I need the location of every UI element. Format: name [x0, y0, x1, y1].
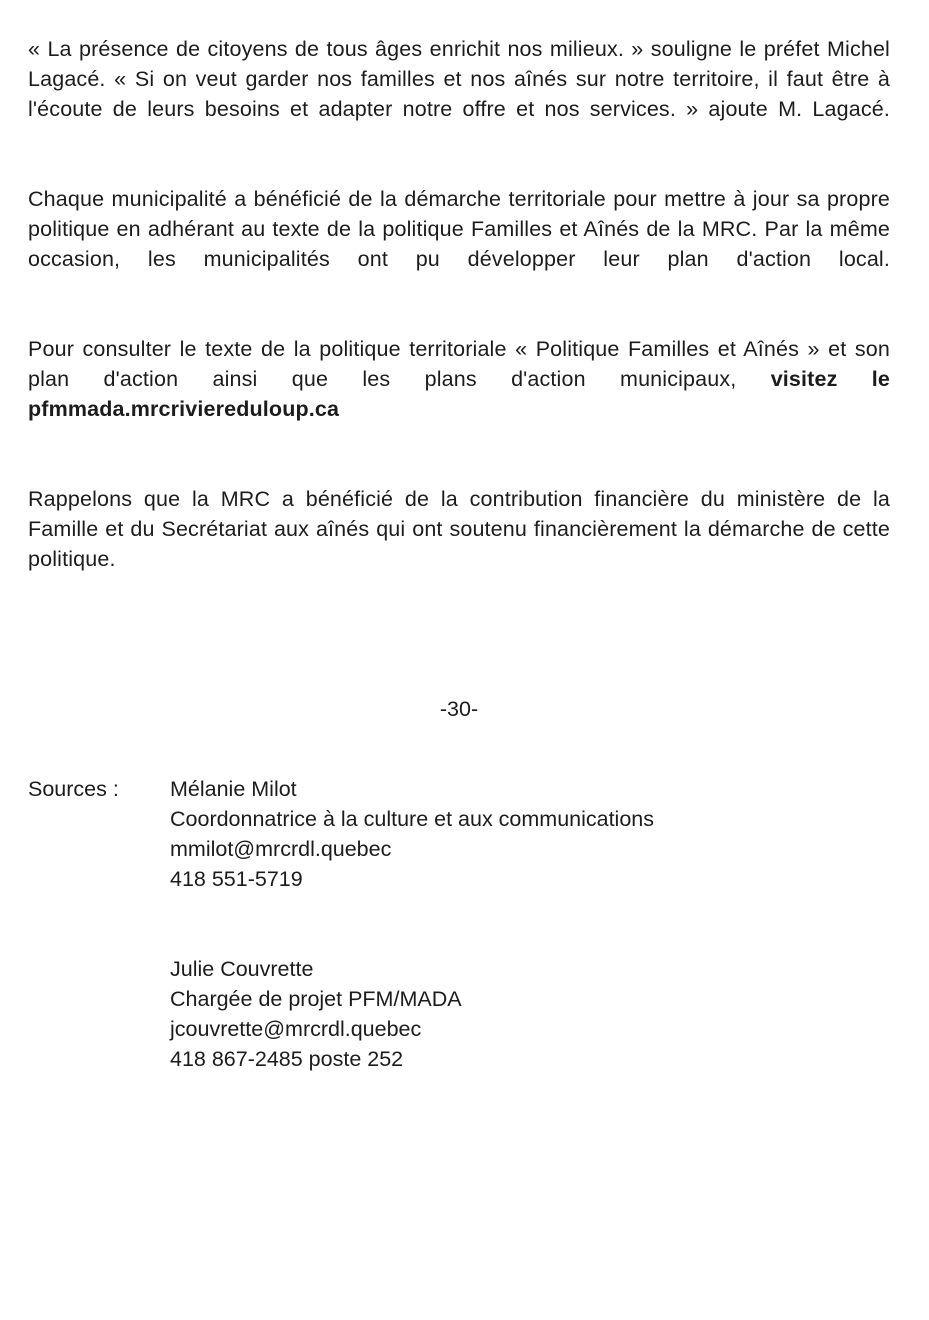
contact-item [170, 954, 890, 1074]
contact-name: Julie Couvrette [170, 957, 314, 981]
contact-phone[interactable]: 418 551-5719 [170, 867, 303, 891]
contacts-list [170, 774, 890, 1074]
paragraph-municipalites-demarche: Chaque municipalité a bénéficié de la démarche territoriale pour mettre à jour sa propre politique en adhérant au texte de la politique Familles et Aînés de la MRC. Par la même occasion, les municipalités ont pu développer leur plan d'action local. [28, 187, 890, 271]
sources-label: Sources : [28, 777, 119, 801]
contact-email[interactable]: jcouvrette@mrcrdl.quebec [170, 1017, 422, 1041]
contact-title: Coordonnatrice à la culture et aux communications [170, 807, 655, 831]
contact-title: Chargée de projet PFM/MADA [170, 987, 462, 1011]
paragraph-consulter-lead: Pour consulter le texte de la politique territoriale « Politique Familles et Aînés » et son plan d'action ainsi que les plans d'action municipaux, [28, 337, 890, 391]
paragraph-contribution-financiere: Rappelons que la MRC a bénéficié de la contribution financière du ministère de la Famille et du Secrétariat aux aînés qui ont soutenu financièrement la démarche de cette politique. [28, 487, 890, 571]
contact-name: Mélanie Milot [170, 777, 297, 801]
contact-email[interactable]: mmilot@mrcrdl.quebec [170, 837, 392, 861]
contact-phone[interactable]: 418 867-2485 poste 252 [170, 1047, 404, 1071]
contact-item [170, 774, 890, 894]
website-link-emphasis[interactable]: visitez le pfmmada.mrcriviereduloup.ca [28, 367, 890, 421]
end-of-release-mark: -30- [439, 697, 479, 721]
paragraph-quote-prefet: « La présence de citoyens de tous âges enrichit nos milieux. » souligne le préfet Michel Lagacé. « Si on veut garder nos familles et nos aînés sur notre territoire, il faut être à l'écoute de leurs besoins et adapter notre offre et nos services. » ajoute M. Lagacé. [28, 37, 890, 121]
paragraph-consulter-politique [28, 334, 890, 454]
sources-section [28, 774, 890, 1074]
